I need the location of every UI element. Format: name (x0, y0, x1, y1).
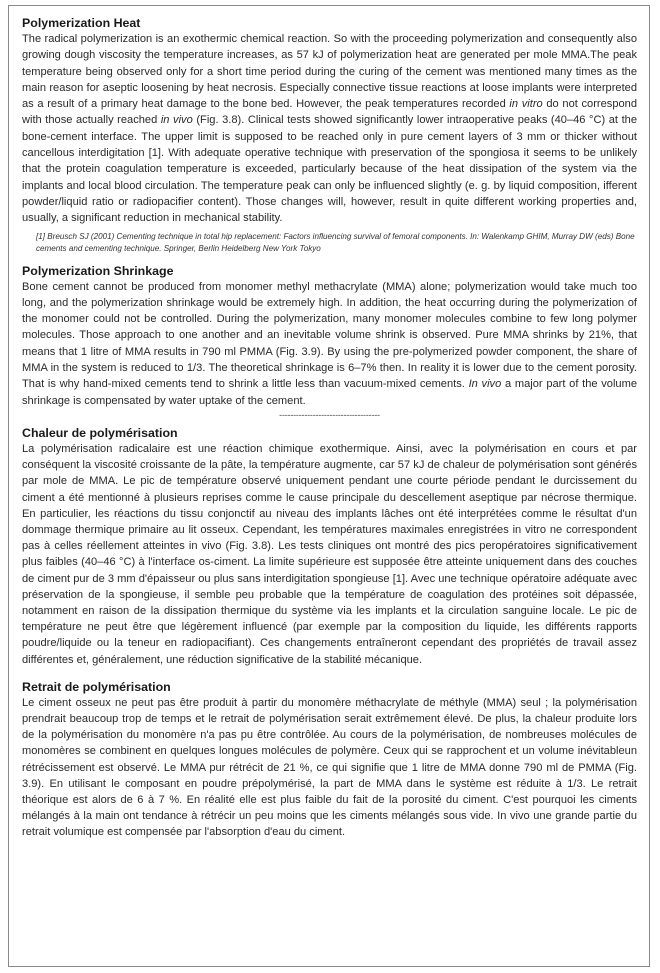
section-title: Polymerization Shrinkage (22, 263, 174, 278)
section-retrait-fr (22, 679, 637, 841)
section-title: Retrait de polymérisation (22, 679, 171, 694)
section-body: Bone cement cannot be produced from monomer methyl methacrylate (MMA) alone; polymerization would take much too long, and the polymerization shrinkage would be extremely high. In addition, the heat occurring during the polymerization of the monomer could not be controlled. During the polymerization, many monomer molecules combine to few long polymer molecules. Those approach to one another and an inevitable volume shrink is observed. Pure MMA shrinks by 21%, that means that 1 litre of MMA results in 790 ml PMMA (Fig. 3.9). By using the pre-polymerized powder component, the share of MMA in the system is reduced to 1/3. The theoretical shrinkage is 6–7% then. In reality it is lower due to the cement porosity. That is why hand-mixed cements tend to shrink a little less than vacuum-mixed cements. In vivo a major part of the volume shrinkage is compensated by water uptake of the cement. (22, 280, 638, 407)
section-body: The radical polymerization is an exothermic chemical reaction. So with the proceeding polymerization and consequently also growing dough viscosity the temperature increases, as 57 kJ of polymerization heat are generated per mole MMA.The peak temperature being observed only for a short time period during the curing of the cement was mentioned many times as the main reason for aseptic loosening by heat necrosis. Especially connective tissue reactions at loose implants were interpreted as a result of a primary heat damage to the bone bed. However, the peak temperatures recorded in vitro do not correspond with those actually reached in vivo (Fig. 3.8). Clinical tests showed significantly lower intraoperative peaks (40–46 °C) at the bone-cement interface. The upper limit is supposed to be reached only in pure cement layers of 3 mm or thicker without cancellous interdigitation [1]. With adequate operative technique with preservation of the spongiosa it seems to be unlikely that the protein coagulation temperature is exceeded, particularly because of the heat dissipation of the system via the implants and local blood circulation. The temperature peak can only be influenced slightly (e. g. by liquid composition, ifferent powder/liquid ratio or radiopacifier content). Those changes will, however, result in quite different working properties and, usually, a significant reduction in mechanical stability. (22, 33, 637, 225)
section-chaleur-fr (22, 425, 637, 668)
section-polymerization-heat-en (22, 15, 637, 256)
section-body: Le ciment osseux ne peut pas être produit à partir du monomère méthacrylate de méthyle (MMA) seul ; la polymérisation prendrait beaucoup trop de temps et le retrait de polymérisation serait extrêmement élevé. De plus, la chaleur produite lors de la polymérisation du monomère n'a pas pu être contrôlée. Au cours de la polymérisation, de nombreuses molécules de monomères se combinent en quelques longues molécules de polymère. Ceux qui se rapprochent et un volume inévitableun rétrécissement est observé. Le MMA pur rétrécit de 21 %, ce qui signifie que 1 litre de MMA donne 790 ml de PMMA (Fig. 3.9). En utilisant le composant en poudre prépolymérisé, la part de MMA dans le système est réduite à 1/3. Le retrait théorique est alors de 6 à 7 %. En réalité elle est plus faible du fait de la porosité du ciment. C'est pourquoi les ciments mélangés à la main ont tendance à rétrécir un peu moins que les ciments mélangés sous vide. In vivo une grande partie du retrait volumique est compensée par l'absorption d'eau du ciment. (22, 696, 637, 839)
section-body: La polymérisation radicalaire est une réaction chimique exothermique. Ainsi, avec la polymérisation en cours et par conséquent la viscosité croissante de la pâte, la température augmente, car 57 kJ de chaleur de polymérisation sont générés par mole de MMA. Le pic de température observé uniquement pendant une courte période pendant le durcissement du ciment a été mentionné à plusieurs reprises comme le cause principale du descellement aseptique par nécrose thermique. En particulier, les réactions du tissu conjonctif au niveau des implants lâches ont été interprétées comme le résultat d'un dommage thermique primaire au lit osseux. Cependant, les températures maximales enregistrées in vitro ne correspondent pas à celles réellement atteintes in vivo (Fig. 3.8). Les tests cliniques ont montré des pics peropératoires significativement plus faibles (40–46 °C) à l'interface os-ciment. La limite supérieure est supposée être atteinte uniquement dans des couches de ciment pur de 3 mm d'épaisseur ou plus sans interdigitation spongieuse [1]. Avec une technique opératoire adéquate avec préservation de la spongieuse, il semble peu probable que la température de coagulation des protéines soit dépassée, notamment en raison de la dissipation thermique du système via les implants et la circulation sanguine locale. Le pic de température ne peut être que légèrement influencé (par exemple par la composition du liquide, les différents rapports poudre/liquide ou la teneur en radiopacifiant). Ces changements entraîneront cependant des propriétés de travail assez différentes et, généralement, une réduction significative de la stabilité mécanique. (22, 442, 637, 666)
section-title: Chaleur de polymérisation (22, 425, 178, 440)
reference-note: [1] Breusch SJ (2001) Cementing technique in total hip replacement: Factors influencing survival of femoral components. In: Walenkamp GHIM, Murray DW (eds) Bone cements and cementing technique. Springer, Berlin Heidelberg New York Tokyo (36, 231, 635, 254)
divider-line: ------------------------------------ (279, 409, 380, 420)
section-title: Polymerization Heat (22, 16, 141, 30)
document-page (8, 5, 650, 967)
french-translation (22, 425, 637, 841)
section-polymerization-shrinkage-en (22, 263, 637, 409)
